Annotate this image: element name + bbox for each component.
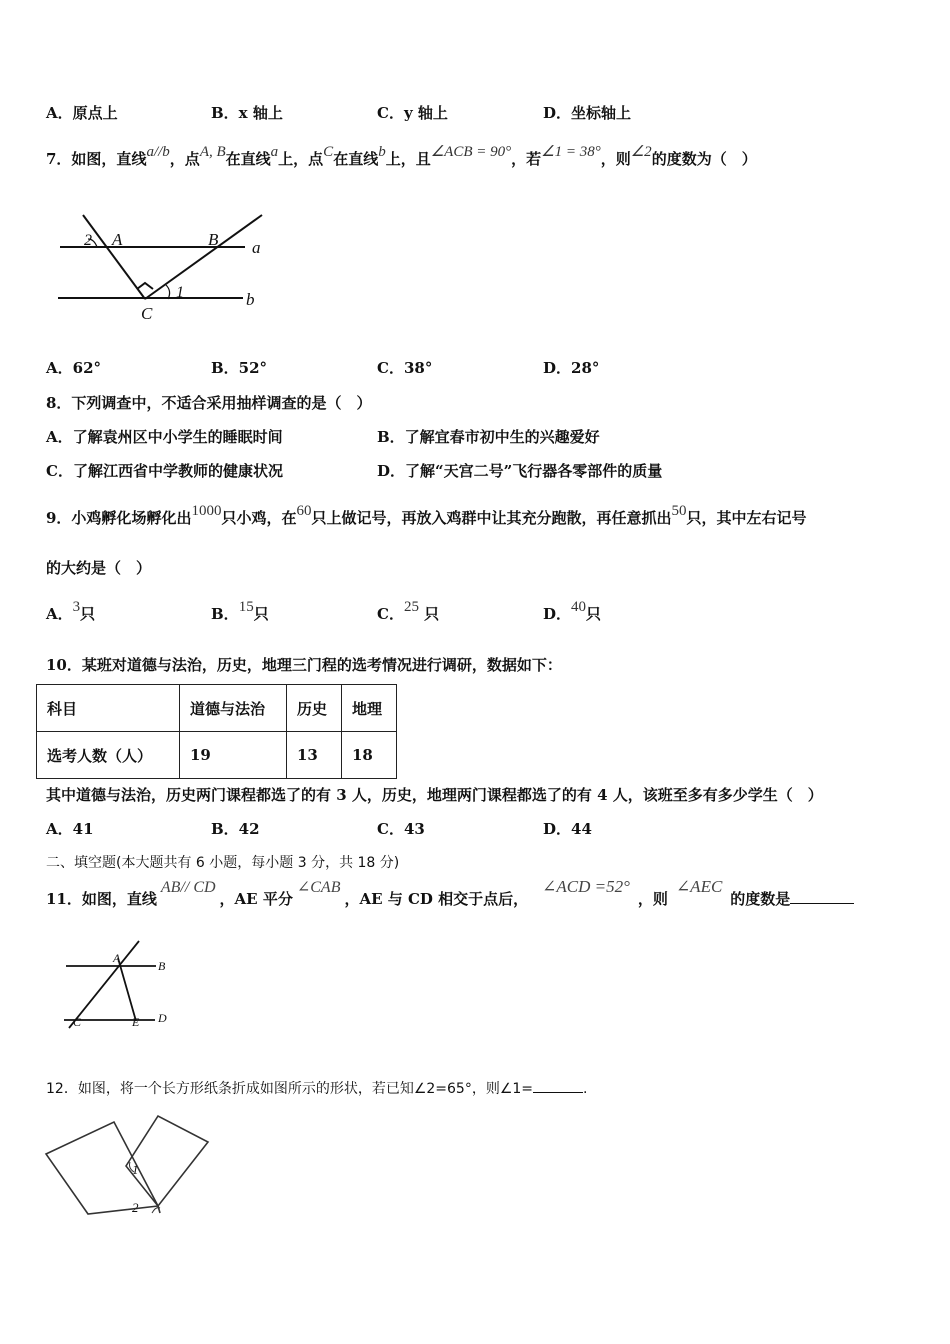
q8-option-c: C．了解江西省中学教师的健康状况 — [46, 462, 283, 480]
line-ca — [83, 215, 145, 299]
table-header-cell: 道德与法治 — [180, 685, 287, 732]
q10-stem: 10．某班对道德与法治，历史，地理三门程的选考情况进行调研，数据如下： — [46, 656, 562, 674]
right-angle-mark — [137, 283, 153, 289]
label-a: a — [252, 238, 261, 257]
section-heading: 二、填空题(本大题共有 6 小题，每小题 3 分，共 18 分) — [46, 855, 400, 871]
table-row-label: 选考人数（人） — [37, 732, 180, 779]
q8-stem: 8．下列调查中，不适合采用抽样调查的是（ ） — [46, 394, 372, 412]
q7-option-a: A．62° — [46, 359, 102, 377]
table-cell: 19 — [180, 732, 287, 779]
q9-option-c: C．25 只 — [377, 599, 440, 623]
label-D: D — [158, 1011, 167, 1025]
q10-question: 其中道德与法治，历史两门课程都选了的有 3 人，历史，地理两门课程都选了的有 4 人，该班至多有多少学生（ ） — [46, 786, 823, 804]
line-ae — [118, 958, 136, 1021]
q6-option-b: B．x 轴上 — [211, 104, 283, 122]
q8-option-d: D．了解“天宫二号”飞行器各零部件的质量 — [377, 462, 663, 480]
label-2: 2 — [132, 1200, 139, 1215]
q9-option-a: A．3只 — [46, 599, 96, 623]
label-B: B — [158, 959, 166, 973]
q8-option-a: A．了解袁州区中小学生的睡眠时间 — [46, 428, 283, 446]
q12-stem: 12．如图，将一个长方形纸条折成如图所示的形状，若已知∠2=65°，则∠1= . — [46, 1078, 587, 1098]
q7-figure — [50, 205, 270, 325]
q11-stem: 11．如图，直线AB// CD，AE 平分∠CAB，AE 与 CD 相交于点后，∠ACD =52°，则∠AEC的度数是 — [46, 888, 854, 909]
table-header-cell: 地理 — [342, 685, 397, 732]
q6-option-a: A．原点上 — [46, 104, 118, 122]
line-cb — [145, 215, 262, 299]
label-1: 1 — [132, 1162, 139, 1177]
q6-option-c: C．y 轴上 — [377, 104, 448, 122]
label-B: B — [208, 230, 219, 249]
q9-stem: 9．小鸡孵化场孵化出1000只小鸡，在60只上做记号，再放入鸡群中让其充分跑散，再任意抓出50只，其中左右记号 — [46, 503, 807, 527]
label-b: b — [246, 290, 255, 309]
q10-option-b: B．42 — [211, 820, 260, 838]
table-header-cell: 科目 — [37, 685, 180, 732]
q6-option-d: D．坐标轴上 — [543, 104, 632, 122]
label-1: 1 — [176, 284, 184, 301]
label-C: C — [141, 304, 153, 323]
label-A: A — [112, 230, 123, 249]
q9-option-d: D．40只 — [543, 599, 602, 623]
q8-option-b: B．了解宜春市初中生的兴趣爱好 — [377, 428, 600, 446]
paper-strip-right — [126, 1116, 208, 1206]
q7-option-d: D．28° — [543, 359, 600, 377]
q10-table — [36, 684, 397, 779]
q10-option-c: C．43 — [377, 820, 425, 838]
table-header-cell: 历史 — [287, 685, 342, 732]
q7-option-b: B．52° — [211, 359, 268, 377]
q10-option-d: D．44 — [543, 820, 592, 838]
q7-stem: 7．如图，直线a//b，点A, B在直线a上，点C在直线b上，且∠ACB = 90°，若∠1 = 38°，则∠2的度数为（ ） — [46, 144, 757, 168]
table-cell: 18 — [342, 732, 397, 779]
q9-option-b: B．15只 — [211, 599, 269, 623]
label-E: E — [132, 1015, 140, 1029]
label-A: A — [113, 951, 121, 965]
q9-stem-line2: 的大约是（ ） — [46, 559, 152, 577]
answer-blank — [533, 1078, 583, 1093]
paper-strip-left — [46, 1122, 158, 1214]
table-header-row — [37, 685, 397, 732]
q11-figure — [58, 938, 188, 1033]
table-cell: 13 — [287, 732, 342, 779]
q7-option-c: C．38° — [377, 359, 433, 377]
table-row — [37, 732, 397, 779]
answer-blank — [790, 889, 854, 904]
q12-figure — [42, 1112, 217, 1222]
angle-1-arc — [166, 285, 170, 299]
label-2: 2 — [84, 232, 92, 249]
label-C: C — [73, 1015, 82, 1029]
q10-option-a: A．41 — [46, 820, 94, 838]
